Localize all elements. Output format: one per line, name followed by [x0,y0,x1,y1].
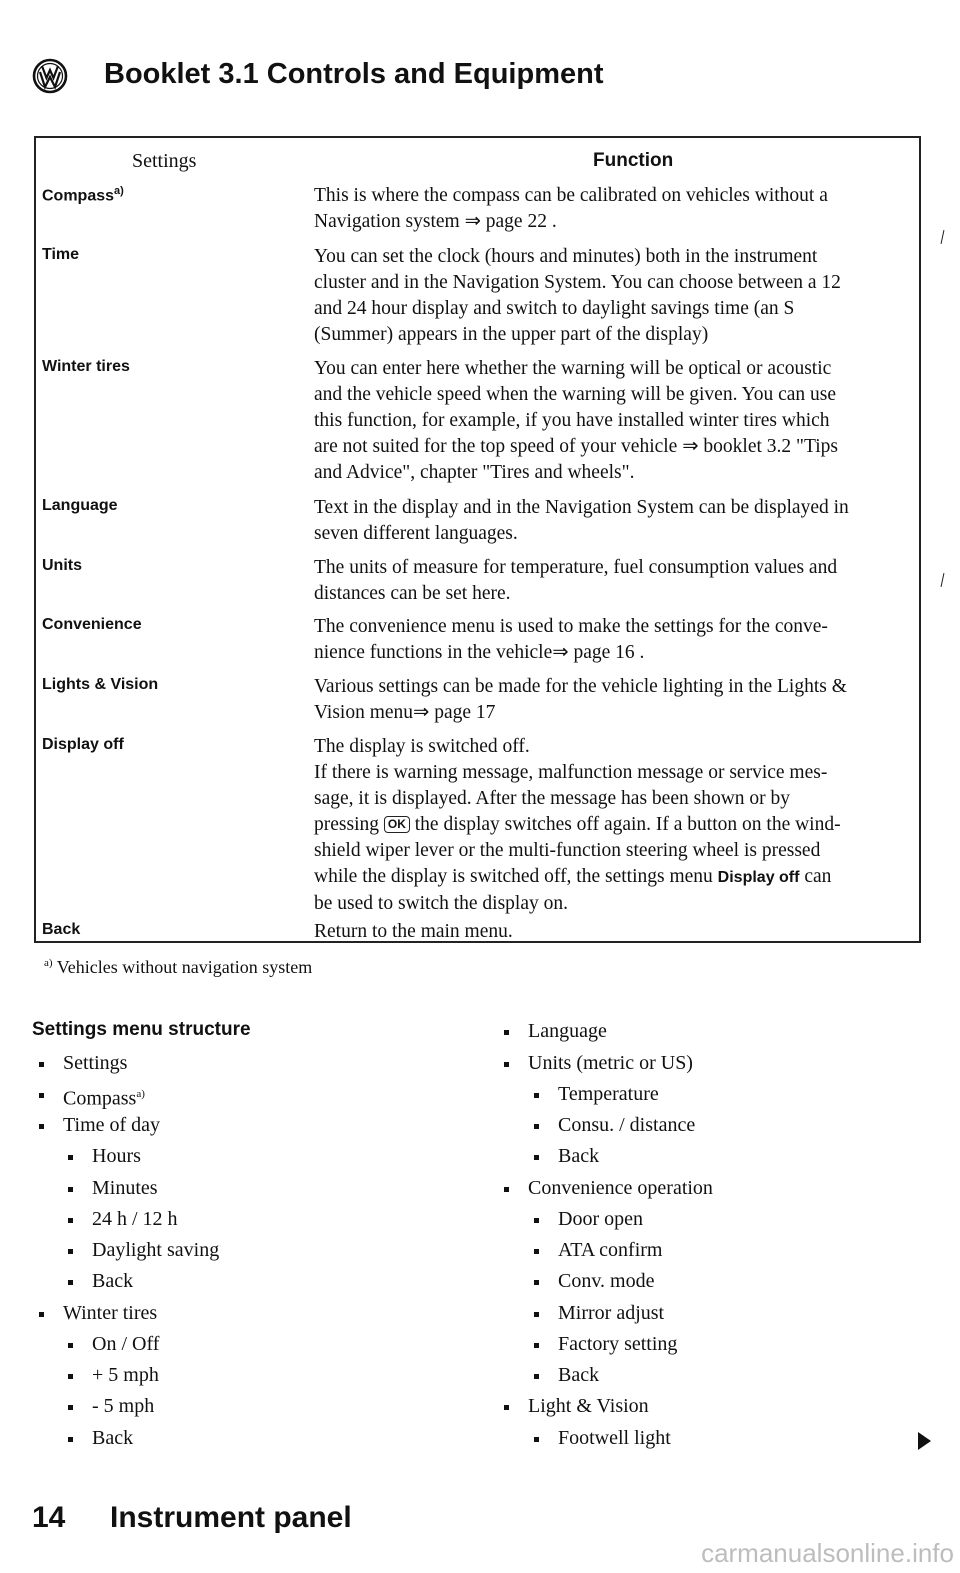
list-item: Back [558,1364,600,1386]
function-text: The display is switched off. If there is warning message, malfunction message or service mes- sage, it is displayed. After the message has been shown or by pressing OK the display switches off again. If a button on the wind- shield wiper lever or the multi-function steering wheel is pressed while the display is switched off, the settings menu Display off can be used to switch the display on. [314,736,841,914]
list-item: Back [92,1427,134,1449]
list-item: Convenience operation [528,1177,713,1199]
footnote: $^{a)}$ Vehicles without navigation system [44,957,313,977]
list-item: Mirror adjust [558,1302,665,1324]
list-item: Consu. / distance [558,1114,696,1136]
ok-button-icon: OK [384,816,410,833]
margin-mark [941,573,945,587]
function-text: The units of measure for temperature, fuel consumption values and distances can be set here. [314,557,838,604]
list-item: Language [528,1020,607,1042]
menu-name-display-off: Display off [717,869,800,886]
list-item: Settings [63,1052,128,1074]
watermark: carmanualsonline.info [701,1538,954,1568]
menu-structure-heading: Settings menu structure [32,1019,251,1040]
setting-name: Compass$^{a)}$ [42,185,124,205]
setting-name: Lights & Vision [42,676,159,693]
list-item: Conv. mode [558,1270,655,1292]
list-item: Time of day [63,1114,161,1136]
list-item: Door open [558,1208,643,1230]
list-item: Hours [92,1145,141,1167]
function-text: Various settings can be made for the vehicle lighting in the Lights & Vision menu⇒ page 17 [314,676,847,723]
column-header-settings: Settings [132,150,197,172]
continue-arrow-icon [918,1432,931,1450]
list-item: Footwell light [558,1427,671,1449]
page-header-title: Booklet 3.1 Controls and Equipment [104,58,604,90]
list-item: Back [558,1145,600,1167]
vw-logo-icon [32,58,68,94]
list-item: Temperature [558,1083,659,1105]
function-text: You can enter here whether the warning will be optical or acoustic and the vehicle speed when the warning will be given. You can use this function, for example, if you have installed winter tires which are not suited for the top speed of your vehicle ⇒ booklet 3.2 "Tips and Advice", chapter "Tires and wheels". [314,358,838,483]
list-item: On / Off [92,1333,160,1355]
list-item: Compass$^{a)}$ [63,1082,145,1111]
list-item: - 5 mph [92,1395,155,1417]
list-item: ATA confirm [558,1239,663,1261]
setting-name: Display off [42,736,124,753]
setting-name: Language [42,497,118,514]
list-item: Units (metric or US) [528,1052,693,1074]
function-text: This is where the compass can be calibrated on vehicles without a Navigation system ⇒ page 22 . [314,185,828,232]
list-item: Back [92,1270,134,1292]
list-item: Light & Vision [528,1395,649,1417]
settings-function-table [34,136,921,943]
setting-name: Winter tires [42,358,130,375]
list-item: Factory setting [558,1333,678,1355]
section-title: Instrument panel [110,1501,352,1534]
list-item: + 5 mph [92,1364,159,1386]
list-item: Daylight saving [92,1239,220,1261]
list-item: Winter tires [63,1302,158,1324]
setting-name: Time [42,246,80,263]
list-item: 24 h / 12 h [92,1208,178,1230]
list-item: Minutes [92,1177,158,1199]
margin-mark [941,230,945,244]
function-text: Return to the main menu. [314,921,513,942]
column-header-function: Function [593,150,674,171]
function-text: The convenience menu is used to make the settings for the conve- nience functions in the vehicle⇒ page 16 . [314,616,828,663]
function-text: You can set the clock (hours and minutes) both in the instrument cluster and in the Navigation System. You can choose between a 12 and 24 hour display and switch to daylight savings time (an S (Summer) appears in the upper part of the display) [314,246,841,345]
setting-name: Back [42,921,81,938]
setting-name: Convenience [42,616,142,633]
function-text: Text in the display and in the Navigation System can be displayed in seven different languages. [314,497,849,544]
page-number: 14 [32,1501,66,1534]
setting-name: Units [42,557,82,574]
